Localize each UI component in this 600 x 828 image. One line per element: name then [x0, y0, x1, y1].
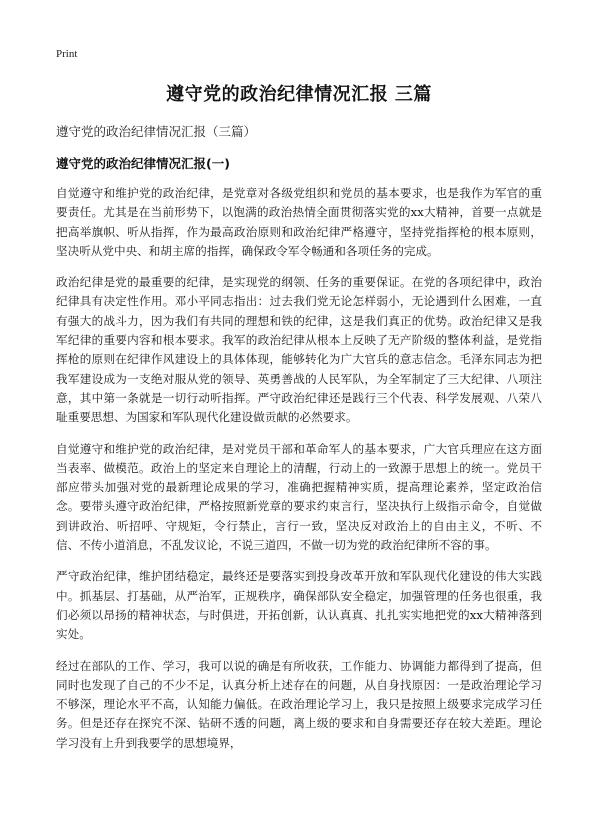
paragraph: 自觉遵守和维护党的政治纪律，是党章对各级党组织和党员的基本要求，也是我作为军官的重要责任。尤其是在当前形势下，以饱满的政治热情全面贯彻落实党的xx大精神，首要一点就是把高举旗帜、听从指挥，作为最高政治原则和政治纪律严格遵守，坚持党指挥枪的根本原则，坚决听从党中央、和胡主席的指挥，确保政令军令畅通和各项任务的完成。 [56, 186, 542, 258]
document-title: 遵守党的政治纪律情况汇报 三篇 [166, 84, 432, 105]
paragraph: 政治纪律是党的最重要的纪律，是实现党的纲领、任务的重要保证。在党的各项纪律中，政治纪律具有决定性作用。邓小平同志指出：过去我们党无论怎样弱小，无论遇到什么困难，一直有强大的战斗力，因为我们有共同的理想和铁的纪律，这是我们真正的优势。政治纪律又是我军纪律的重要内容和根本要求。我军的政治纪律从根本上反映了无产阶级的整体利益，是党指挥枪的原则在纪律作风建设上的具体体现，能够转化为广大官兵的意志信念。毛泽东同志为把我军建设成为一支绝对服从党的领导、英勇善战的人民军队，为全军制定了三大纪律、八项注意，其中第一条就是一切行动听指挥。严守政治纪律还是践行三个代表、科学发展观、八荣八耻重要思想、为国家和军队现代化建设做贡献的必然要求。 [56, 275, 542, 425]
print-link[interactable]: Print [56, 48, 78, 60]
paragraph: 经过在部队的工作、学习，我可以说的确是有所收获，工作能力、协调能力都得到了提高，但同时也发现了自己的不少不足，认真分析上述存在的问题，从自身找原因：一是政治理论学习不够深，理论水平不高，认知能力偏低。在政治理论学习上，我只是按照上级要求完成学习任务。但是还存在探究不深、钻研不透的问题，离上级的要求和自身需要还存在较大差距。理论学习没有上升到我要学的思想境界， [56, 658, 542, 750]
paragraph: 自觉遵守和维护党的政治纪律，是对党员干部和革命军人的基本要求，广大官兵理应在这方面当表率、做模范。政治上的坚定来自理论上的清醒，行动上的一致源于思想上的统一。党员干部应带头加强对党的最新理论成果的学习，准确把握精神实质，提高理论素养，坚定政治信念。要带头遵守政治纪律，严格按照新党章的要求约束言行，坚决执行上级指示命令，自觉做到讲政治、听招呼、守规矩，令行禁止，言行一致，坚决反对政治上的自由主义，不听、不信、不传小道消息，不乱发议论，不说三道四，不做一切为党的政治纪律所不容的事。 [56, 441, 542, 553]
document-subtitle: 遵守党的政治纪律情况汇报（三篇） [56, 124, 257, 139]
paragraph: 严守政治纪律，维护团结稳定，最终还是要落实到投身改革开放和军队现代化建设的伟大实践中。抓基层、打基础，从严治军，正规秩序，确保部队安全稳定，加强管理的任务也很重，我们必须以昂扬的精神状态，与时俱进，开拓创新，认认真真、扎扎实实地把党的xx大精神落到实处。 [56, 569, 542, 642]
section-heading: 遵守党的政治纪律情况汇报(一) [56, 156, 230, 171]
